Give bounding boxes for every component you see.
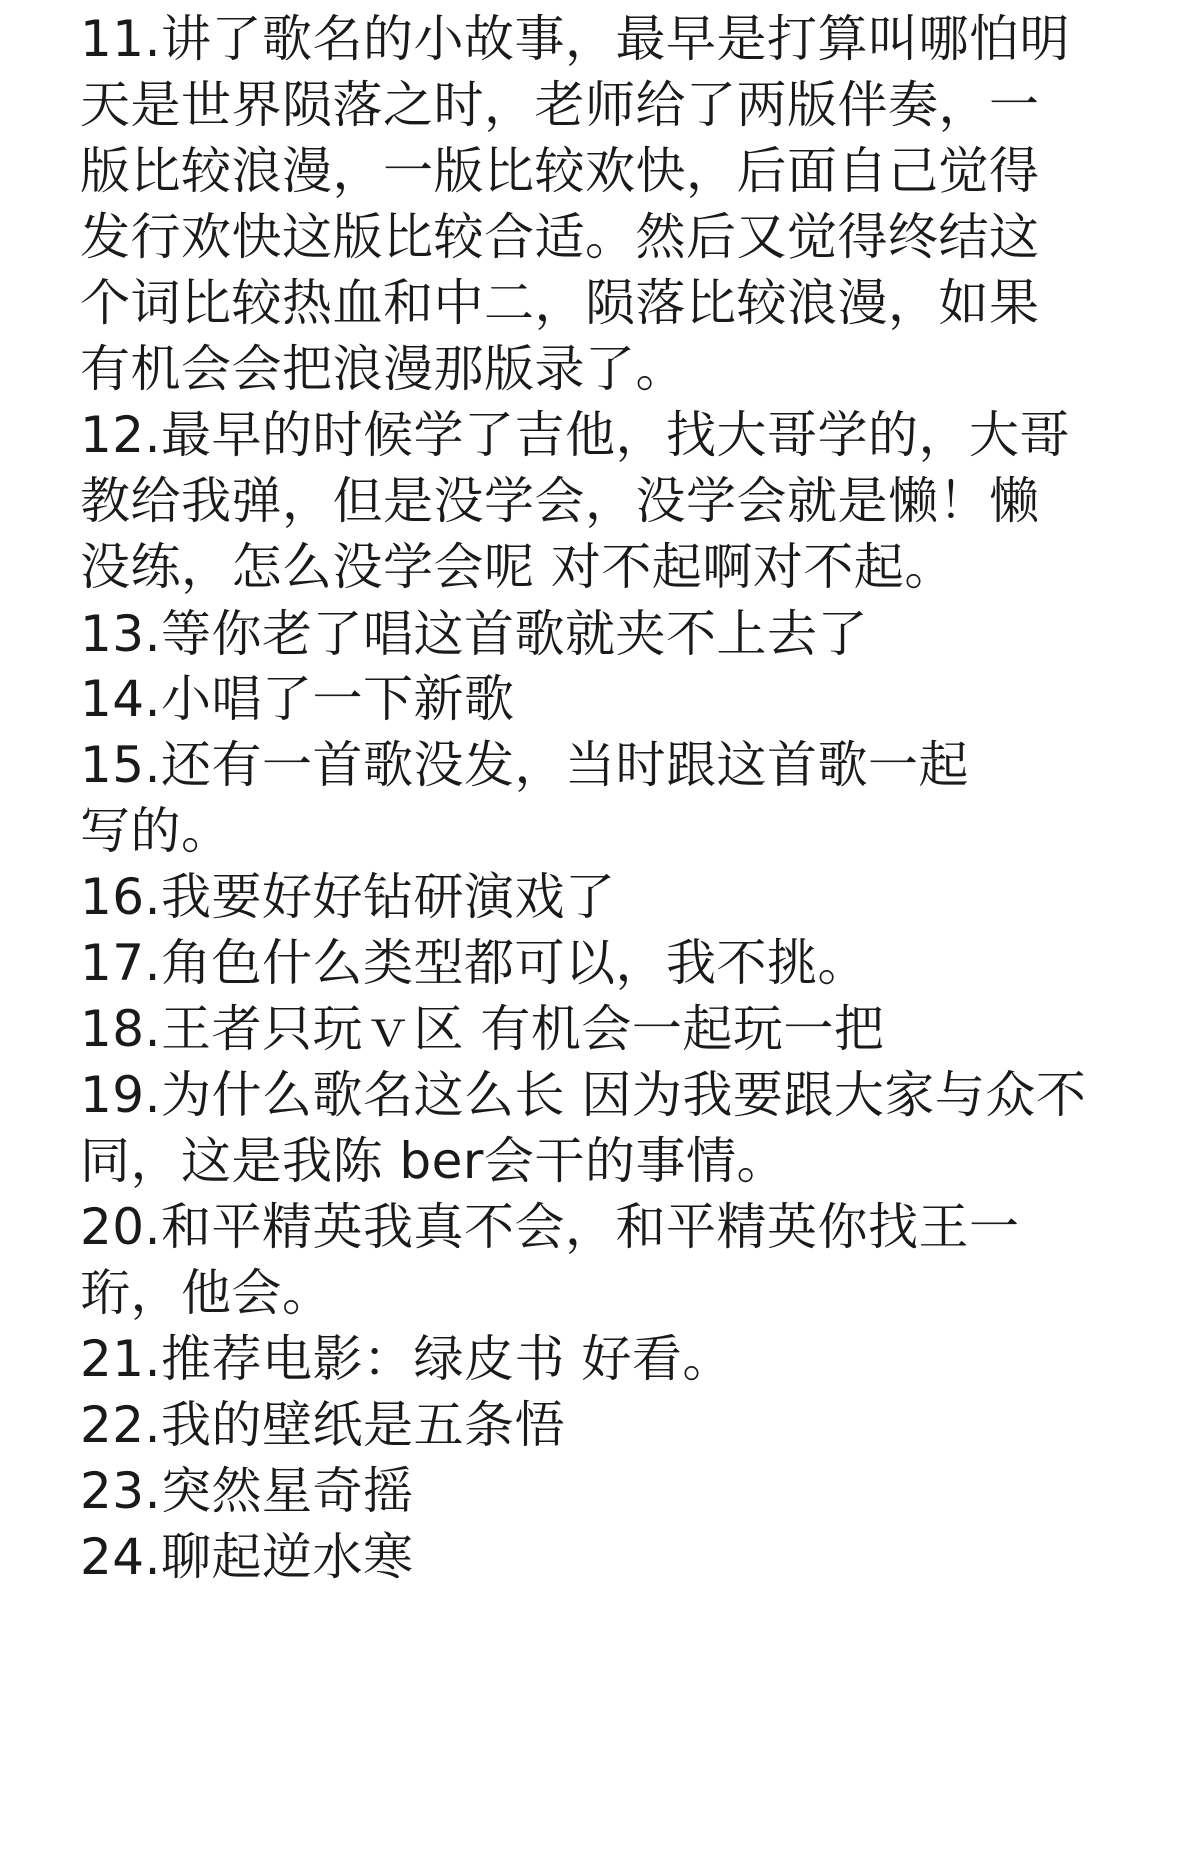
text-line: 20.和平精英我真不会，和平精英你找王一 (80, 1198, 1020, 1256)
text-line: 同，这是我陈 ber会干的事情。 (80, 1132, 787, 1190)
text-line: 23.突然星奇摇 (80, 1462, 414, 1520)
text-line: 19.为什么歌名这么长 因为我要跟大家与众不 (80, 1066, 1087, 1124)
text-line: 教给我弹，但是没学会，没学会就是懒！懒 (80, 472, 1040, 530)
text-line: 11.讲了歌名的小故事，最早是打算叫哪怕明 (80, 10, 1071, 68)
text-line: 18.王者只玩ｖ区 有机会一起玩一把 (80, 1000, 885, 1058)
text-line: 有机会会把浪漫那版录了。 (80, 340, 686, 398)
text-line: 版比较浪漫，一版比较欢快，后面自己觉得 (80, 142, 1040, 200)
text-line: 16.我要好好钻研演戏了 (80, 868, 616, 926)
text-line: 个词比较热血和中二，陨落比较浪漫，如果 (80, 274, 1040, 332)
text-line: 24.聊起逆水寒 (80, 1528, 414, 1586)
text-line: 13.等你老了唱这首歌就夹不上去了 (80, 605, 869, 663)
text-line: 写的。 (80, 802, 232, 860)
text-line: 珩，他会。 (80, 1264, 333, 1322)
text-line: 15.还有一首歌没发，当时跟这首歌一起 (80, 736, 970, 794)
text-line: 发行欢快这版比较合适。然后又觉得终结这 (80, 208, 1040, 266)
text-line: 21.推荐电影：绿皮书 好看。 (80, 1330, 733, 1388)
text-line: 没练，怎么没学会呢 对不起啊对不起。 (80, 538, 955, 596)
text-line: 17.角色什么类型都可以，我不挑。 (80, 934, 869, 992)
text-line: 14.小唱了一下新歌 (80, 670, 515, 728)
text-line: 天是世界陨落之时，老师给了两版伴奏，一 (80, 76, 1040, 134)
text-line: 22.我的壁纸是五条悟 (80, 1396, 566, 1454)
text-line: 12.最早的时候学了吉他，找大哥学的，大哥 (80, 406, 1071, 464)
